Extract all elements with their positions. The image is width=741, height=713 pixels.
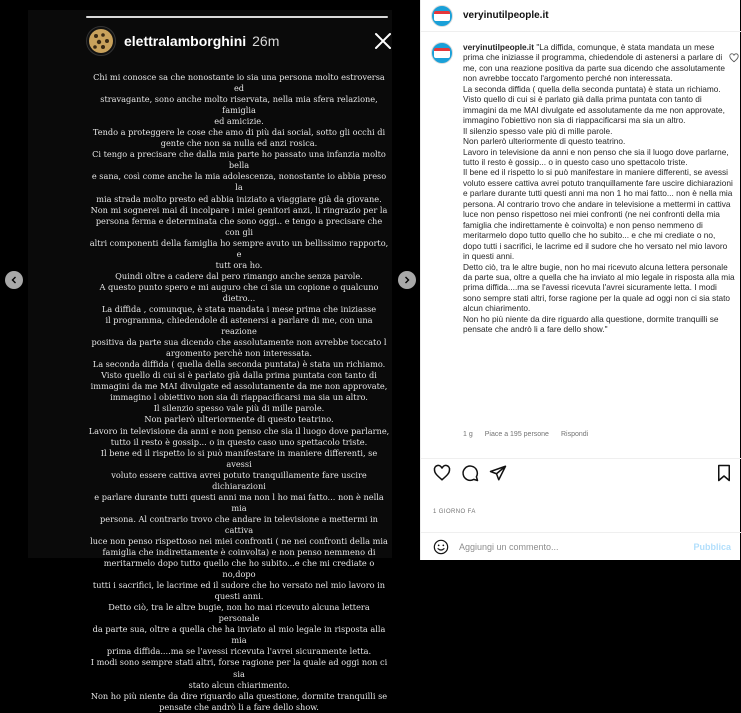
like-button[interactable] [433,464,451,482]
comment-button[interactable] [461,464,479,482]
comment-author-avatar[interactable] [431,42,453,64]
reply-button[interactable]: Rispondi [560,431,589,438]
leopard-avatar-icon [88,28,114,54]
share-button[interactable] [489,464,507,482]
close-story-button[interactable] [370,28,396,54]
post-date: 1 GIORNO FA [433,509,476,515]
story-username[interactable]: elettralamborghini [124,33,247,49]
like-comment-button[interactable] [729,50,739,60]
previous-story-button[interactable] [5,271,23,289]
comment-input-row [421,532,741,560]
post-panel [420,0,740,560]
post-author-username[interactable]: veryinutilpeople.it [463,10,549,21]
chevron-right-icon [403,276,411,284]
post-action-bar [421,458,741,486]
comment-input[interactable] [459,542,679,552]
story-panel [28,10,392,712]
chevron-left-icon [10,276,18,284]
share-icon [489,464,507,482]
heart-icon [433,464,451,482]
emoji-icon [433,539,449,555]
brand-logo-icon [434,48,450,58]
story-text: Chi mi conosce sa che nonostante io sia una persona molto estroversa ed stravagante, sono anche molto riservata, nella mia sfera relazione, famiglia ed amicizie. Tendo a proteggere le cose che amo di più dai social, sotto gli occhi di gente che non sa nulla ed anzi rosica. Ci tengo a precisare che dalla mia parte ho passato una infanzia molto bella e sana, così come anche la mia adolescenza, nonostante io abbia preso la mia strada molto presto ed abbia iniziato a viaggiare già da giovane. Non mi sognerei mai di incolpare i miei genitori anzi, li ringrazio per la persona ferma e determinata che sono oggi.. e tengo a precisare che con gli altri componenti della famiglia ho sempre avuto un bellissimo rapporto, e tutt ora ho. Quindi oltre a cadere dal pero rimango anche senza parole. A questo punto spero e mi auguro che ci sia un copione o qualcuno dietro... La diffida , comunque, è stata mandata i mese prima che iniziasse il programma, chiedendole di astenersi a parlare di me, con una reazione positiva da parte sua dicendo che assolutamente non avrebbe toccato l argomento perchè non interessata. La seconda diffida ( quella della seconda puntata) è stata un richiamo. Visto quello di cui si è parlato già dalla prima puntata con tanto di immagini da me MAI divulgate ed assolutamente da me non approvate, immagino l obiettivo non sia di riappacificarsi ma sia un altro. Il silenzio spesso vale più di mille parole. Non parlerò ulteriormente di questo teatrino. Lavoro in televisione da anni e non penso che sia il luogo dove parlarne, tutto il resto è gossip... o in questo caso uno spettacolo triste. Il bene ed il rispetto lo si può manifestare in maniere differenti, se avessi voluto essere cattiva avrei potuto tranquillamente fare uscire dichiarazioni e parlare durante tutti questi anni ma non l ho mai fatto... non è nella mia persona. Al contrario trovo che andare in televisione a mettermi in cattiva luce non penso rispettoso nei miei confronti ( ne nei confronti della mia famiglia che indirettamente è coinvolta) e non penso nemmeno di meritarmelo dopo tutto quello che ho subito...e che mi crediate o no,dopo tutti i sacrifici, le lacrime ed il sudore che ho versato nel mio lavoro in questi anni. Detto ciò, tra le altre bugie, non ho mai ricevuto alcuna lettera personale da parte sua, oltre a quella che ha inviato al mio legale in risposta alla mia prima diffida....ma se l'avessi ricevuta l'avrei sicuramente letta. I modi sono sempre stati altri, forse ragione per la quale ad oggi non ci sia stato alcun chiarimento. Non ho più niente da dire riguardo alla questione, dormite tranquilli se pensate che andrò li a fare dello show. [88,72,390,712]
comment-icon [461,464,479,482]
post-author-avatar[interactable] [431,5,453,27]
bookmark-icon [716,464,732,482]
post-header [421,0,741,32]
comment-author-username[interactable]: veryinutilpeople.it [463,42,534,52]
publish-button[interactable]: Pubblica [693,542,731,552]
heart-icon [729,53,739,63]
close-icon [374,32,392,50]
story-avatar[interactable] [86,26,116,56]
comment-text-block [463,42,735,335]
comment-likes[interactable]: Piace a 195 persone [484,431,549,438]
story-header [86,24,396,58]
story-progress-bar [86,16,388,18]
comment-meta [463,431,588,438]
brand-logo-icon [434,11,450,21]
emoji-button[interactable] [433,539,449,555]
comment-age: 1 g [463,431,473,438]
story-timestamp: 26m [252,33,280,49]
next-story-button[interactable] [398,271,416,289]
save-button[interactable] [715,464,733,482]
comment-text: "La diffida, comunque, è stata mandata un mese prima che iniziasse il programma, chiedendole di astenersi a parlare di me, con una reazione positiva da parte sua dicendo che assolutamente non avrebbe toccato l'argomento perché non interessata. La seconda diffida ( quella della seconda puntata) è stata un richiamo. Visto quello di cui si è parlato già dalla prima puntata con tanto di immagini da me MAI divulgate ed assolutamente da me non approvate, immagino l'obiettivo non sia di riappacificarsi ma sia un altro. Il silenzio spesso vale più di mille parole. Non parlerò ulteriormente di questo teatrino. Lavoro in televisione da anni e non penso che sia il luogo dove parlarne, tutto il resto è gossip... o in questo caso uno spettacolo triste. Il bene ed il rispetto lo si può manifestare in maniere differenti, se avessi voluto essere cattiva avrei potuto tranquillamente fare uscire dichiarazioni e parlare durante tutti questi anni ma non 1 ho mai fatto... non è nella mia persona. Al contrario trovo che andare in televisione a mettermi in cattiva luce non penso rispettoso nei miei confronti (ne nei confronti della mia famiglia che indirettamente è coinvolta) e non penso nemmeno di meritarmelo dopo tutto quello che ho subito... e che mi crediate o no, dopo tutti i sacrifici, le lacrime ed il sudore che ho versato nel mio lavoro in questi anni. Detto ciò, tra le altre bugie, non ho mai ricevuto alcuna lettera personale da parte sua, oltre a quella che ha inviato al mio legale in risposta alla mia prima diffida....ma se l'avessi ricevuta l'avrei sicuramente letta. I modi sono sempre stati altri, forse ragione per la quale ad oggi non ci sia stato alcun chiarimento. Non ho più niente da dire riguardo alla questione, dormite tranquilli se pensate che andrò li a fare dello show." [463,42,735,335]
